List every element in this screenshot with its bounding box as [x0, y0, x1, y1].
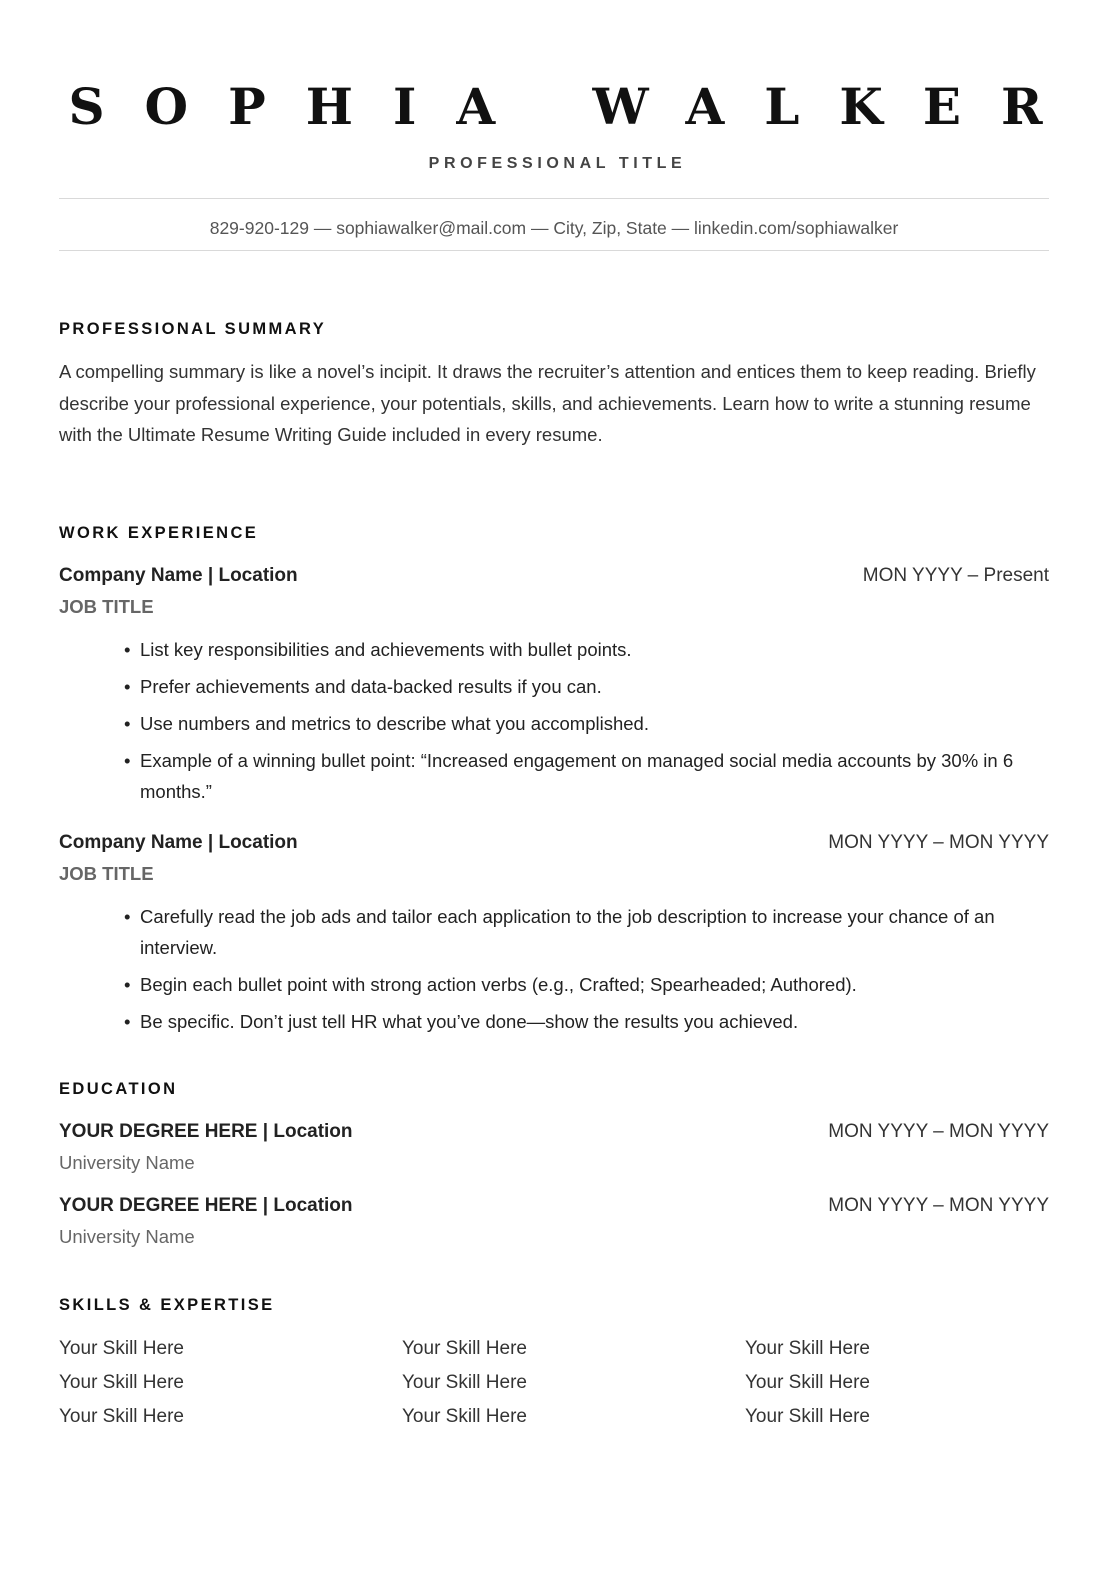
education-header	[59, 1119, 1049, 1145]
list-item: • Prefer achievements and data-backed results if you can.	[122, 671, 1047, 702]
education-dates: MON YYYY – MON YYYY	[828, 1195, 1049, 1216]
job-dates: MON YYYY – MON YYYY	[828, 832, 1049, 853]
header-divider-top	[59, 198, 1049, 199]
job-company: Company Name | Location	[59, 565, 298, 586]
summary-heading: PROFESSIONAL SUMMARY	[59, 320, 327, 338]
skill-item: Your Skill Here	[745, 1372, 870, 1393]
job-header	[59, 830, 1049, 856]
degree: YOUR DEGREE HERE | Location	[59, 1195, 353, 1216]
skill-item: Your Skill Here	[402, 1338, 527, 1359]
university-name: University Name	[59, 1226, 195, 1247]
job-bullets	[122, 901, 1047, 1043]
skill-item: Your Skill Here	[59, 1338, 184, 1359]
header-divider-bottom	[59, 250, 1049, 251]
skill-item: Your Skill Here	[745, 1338, 870, 1359]
job-bullets	[122, 634, 1047, 813]
education-heading: EDUCATION	[59, 1080, 178, 1098]
skill-item: Your Skill Here	[402, 1406, 527, 1427]
job-title: JOB TITLE	[59, 863, 154, 884]
list-item: • Example of a winning bullet point: “Increased engagement on managed social media accounts by 30% in 6 months.”	[122, 745, 1047, 807]
list-item: • Be specific. Don’t just tell HR what you’ve done—show the results you achieved.	[122, 1006, 1047, 1037]
job-dates: MON YYYY – Present	[862, 565, 1049, 586]
list-item: • Carefully read the job ads and tailor each application to the job description to increase your chance of an interview.	[122, 901, 1047, 963]
skills-heading: SKILLS & EXPERTISE	[59, 1296, 275, 1314]
professional-title: PROFESSIONAL TITLE	[428, 155, 687, 172]
list-item: • Use numbers and metrics to describe what you accomplished.	[122, 708, 1047, 739]
skills-grid	[59, 1336, 1049, 1430]
contact-line: 829-920-129 — sophiawalker@mail.com — City, Zip, State — linkedin.com/sophiawalker	[209, 218, 899, 238]
candidate-name: SOPHIA WALKER	[68, 77, 1083, 136]
skill-item: Your Skill Here	[59, 1372, 184, 1393]
skill-item: Your Skill Here	[402, 1372, 527, 1393]
summary-text: A compelling summary is like a novel’s incipit. It draws the recruiter’s attention and entices them to keep reading. Briefly describe your professional experience, your potentials, skills, and achievements. Learn how to write a stunning resume with the Ultimate Resume Writing Guide included in every resume.	[59, 361, 1036, 445]
skill-item: Your Skill Here	[59, 1406, 184, 1427]
list-item: • List key responsibilities and achievements with bullet points.	[122, 634, 1047, 665]
education-header	[59, 1193, 1049, 1219]
university-name: University Name	[59, 1152, 195, 1173]
education-dates: MON YYYY – MON YYYY	[828, 1121, 1049, 1142]
job-title: JOB TITLE	[59, 596, 154, 617]
skill-item: Your Skill Here	[745, 1406, 870, 1427]
experience-heading: WORK EXPERIENCE	[59, 524, 259, 542]
job-header	[59, 563, 1049, 589]
degree: YOUR DEGREE HERE | Location	[59, 1121, 353, 1142]
list-item: • Begin each bullet point with strong action verbs (e.g., Crafted; Spearheaded; Authored).	[122, 969, 1047, 1000]
job-company: Company Name | Location	[59, 832, 298, 853]
